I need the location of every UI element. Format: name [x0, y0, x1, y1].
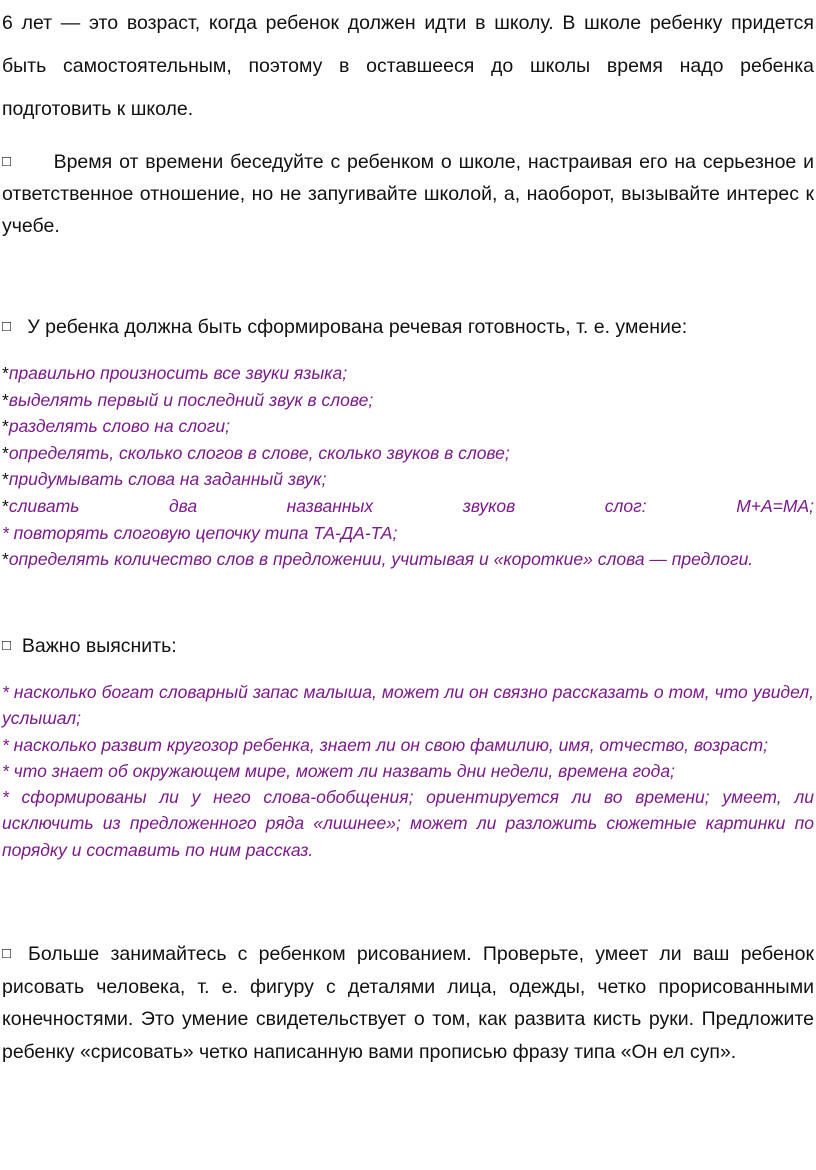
list-item: *придумывать слова на заданный звук;: [2, 469, 327, 490]
list-item: *разделять слово на слоги;: [2, 416, 231, 437]
drawing-tip-text: Больше занимайтесь с ребенком рисованием. Проверьте, умеет ли ваш ребенок рисовать человека, т. е. фигуру с деталями лица, одежды, четко прорисованными конечностями. Это умение свидетельствует о том, как развита кисть руки. Предложите ребенку «срисовать» четко написанную вами прописью фразу типа «Он ел суп».: [2, 943, 814, 1063]
list-item: *сливать два названных звуков слог: М+А=МА;: [2, 495, 814, 516]
list-item: *определять, сколько слогов в слове, сколько звуков в слове;: [2, 442, 510, 463]
speech-skills-list: [2, 360, 814, 573]
checkbox-bullet-icon: □: [2, 153, 13, 170]
checkbox-bullet-icon: □: [2, 637, 12, 654]
list-item: *определять количество слов в предложении, учитывая и «короткие» слова — предлоги.: [2, 549, 754, 570]
important-checks-list: [2, 679, 814, 863]
list-item: * сформированы ли у него слова-обобщения; ориентируется ли во времени; умеет, ли исключить из предложенного ряда «лишнее»; может ли разложить сюжетные картинки по порядку и составить по ним рассказ.: [2, 787, 814, 860]
important-heading-text: Важно выяснить:: [21, 635, 177, 657]
intro-paragraph: 6 лет — это возраст, когда ребенок должен идти в школу. В школе ребенку придется быть самостоятельным, поэтому в оставшееся до школы время надо ребенка подготовить к школе.: [2, 12, 814, 120]
speech-readiness-heading: [2, 313, 814, 341]
list-item: *правильно произносить все звуки языка;: [2, 363, 348, 383]
checkbox-bullet-icon: □: [2, 318, 12, 335]
list-item: * насколько развит кругозор ребенка, знает ли он свою фамилию, имя, отчество, возраст;: [2, 734, 768, 755]
list-item: * повторять слоговую цепочку типа ТА-ДА-ТА;: [2, 522, 398, 543]
important-heading: [2, 632, 814, 660]
drawing-tip-paragraph: [2, 938, 814, 1068]
speech-heading-text: У ребенка должна быть сформирована речевая готовность, т. е. умение:: [27, 316, 688, 338]
tip-talk-about-school: [2, 146, 814, 242]
list-item: * что знает об окружающем мире, может ли назвать дни недели, времена года;: [2, 760, 675, 781]
checkbox-bullet-icon: □: [2, 945, 17, 962]
list-item: * насколько богат словарный запас малыша, может ли он связно рассказать о том, что увидел, услышал;: [2, 682, 814, 729]
list-item: *выделять первый и последний звук в слове;: [2, 389, 374, 410]
tip-talk-text: Время от времени беседуйте с ребенком о школе, настраивая его на серьезное и ответственное отношение, но не запугивайте школой, а, наоборот, вызывайте интерес к учебе.: [2, 151, 814, 237]
